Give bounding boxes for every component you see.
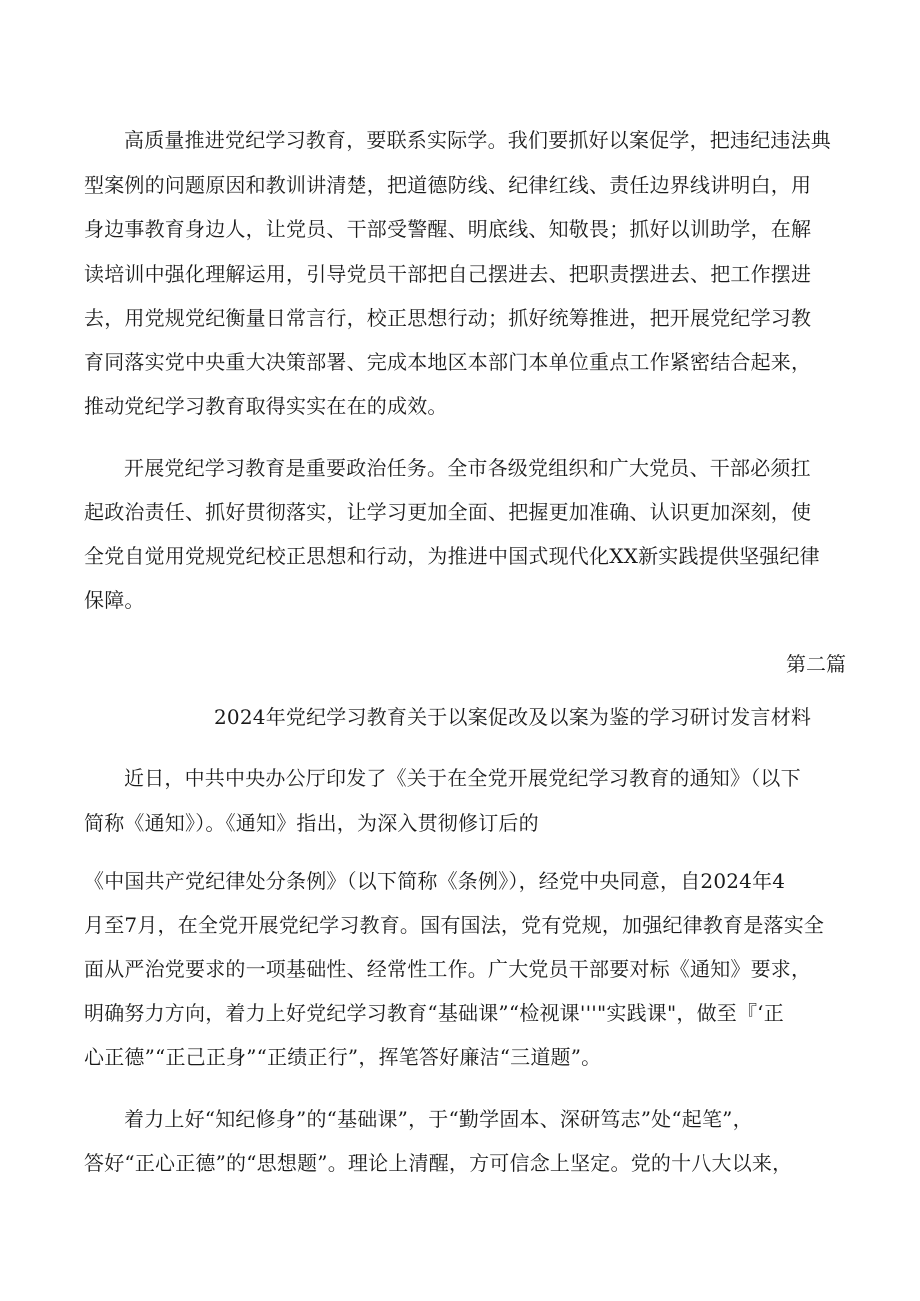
text-line: 型案例的问题原因和教训讲清楚，把道德防线、纪律红线、责任边界线讲明白，用 <box>84 173 812 197</box>
text-line: 起政治责任、抓好贯彻落实，让学习更加全面、把握更加准确、认识更加深刻，使 <box>84 500 812 524</box>
text-line: 读培训中强化理解运用，引导党员干部把自己摆进去、把职责摆进去、把工作摆进 <box>84 262 812 286</box>
text-line: 近日，中共中央办公厅印发了《关于在全党开展党纪学习教育的通知》（以下 <box>124 766 801 790</box>
text-line: 着力上好“知纪修身”的“基础课”，于“勤学固本、深研笃志”处“起笔”， <box>124 1107 753 1131</box>
text-line: 保障。 <box>84 588 145 612</box>
text-line: 《中国共产党纪律处分条例》（以下简称《条例》），经党中央同意，自2024年4 <box>84 869 786 893</box>
text-line: 面从严治党要求的一项基础性、经常性工作。广大党员干部要对标《通知》要求， <box>84 957 812 981</box>
text-line: 开展党纪学习教育是重要政治任务。全市各级党组织和广大党员、干部必须扛 <box>124 456 811 480</box>
text-line: 答好“正心正德”的“思想题”。理论上清醒，方可信念上坚定。党的十八大以来， <box>84 1151 793 1175</box>
text-line: 推动党纪学习教育取得实实在在的成效。 <box>84 394 448 418</box>
text-line: 育同落实党中央重大决策部署、完成本地区本部门本单位重点工作紧密结合起来， <box>84 350 812 374</box>
text-line: 月至7月，在全党开展党纪学习教育。国有国法，党有党规，加强纪律教育是落实全 <box>84 913 825 937</box>
text-line: 高质量推进党纪学习教育，要联系实际学。我们要抓好以案促学，把违纪违法典 <box>124 128 831 152</box>
text-line: 去，用党规党纪衡量日常言行，校正思想行动；抓好统筹推进，把开展党纪学习教 <box>84 306 812 330</box>
section-label: 第二篇 <box>786 652 846 676</box>
section-title: 2024年党纪学习教育关于以案促改及以案为鉴的学习研讨发言材料 <box>214 705 812 729</box>
text-line: 心正德”“正己正身”“正绩正行”，挥笔答好廉洁“三道题”。 <box>84 1045 602 1069</box>
text-line: 身边事教育身边人，让党员、干部受警醒、明底线、知敬畏；抓好以训助学，在解 <box>84 217 812 241</box>
text-line: 简称《通知》）。《通知》指出，为深入贯彻修订后的 <box>84 811 539 835</box>
text-line: 全党自觉用党规党纪校正思想和行动，为推进中国式现代化XX新实践提供坚强纪律 <box>84 544 820 568</box>
text-line: 明确努力方向，着力上好党纪学习教育“基础课”“检视课'''"实践课"，做至『‘正 <box>84 1001 784 1025</box>
